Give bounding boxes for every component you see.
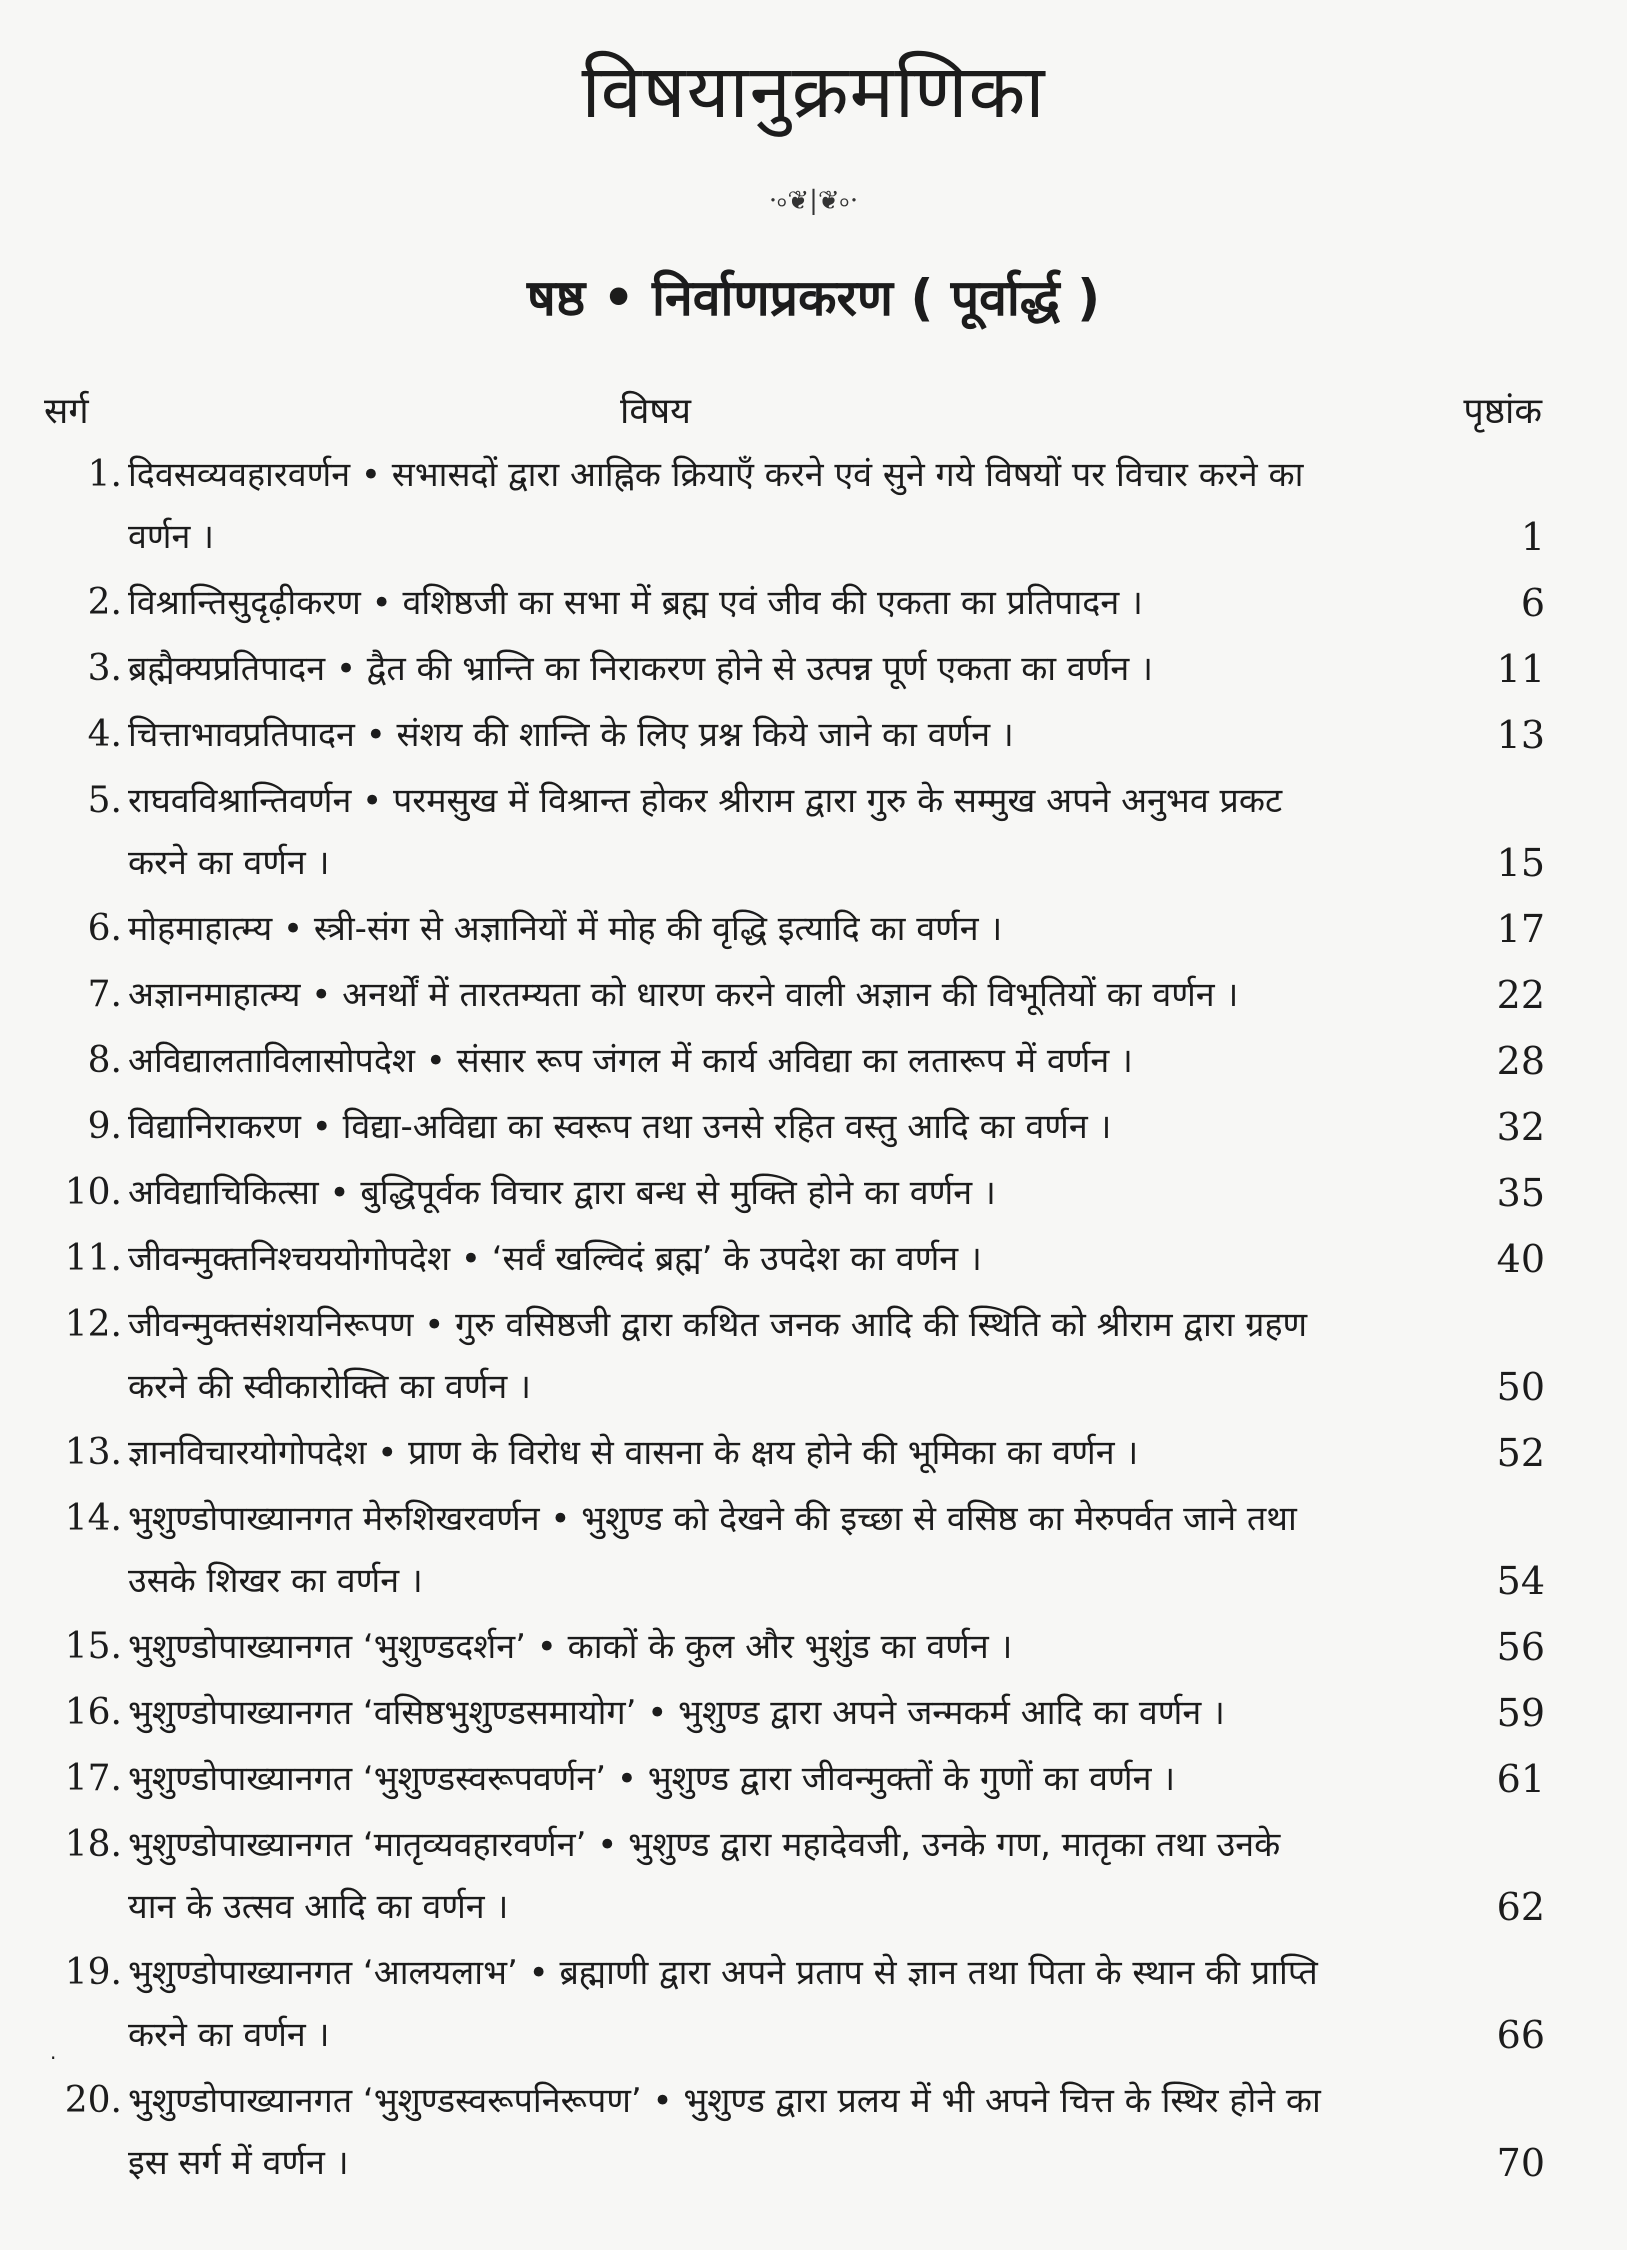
toc-entry-text: भुशुण्डोपाख्यानगत ‘वसिष्ठभुशुण्डसमायोग’ • भुशुण्ड द्वारा अपने जन्मकर्म आदि का वर्णन । [128,1693,1225,1733]
toc-entry-number: 15. [64,1626,122,1667]
toc-entry-number: 8. [87,1040,122,1081]
toc-entry-text: मोहमाहात्म्य • स्त्री-संग से अज्ञानियों में मोह की वृद्धि इत्यादि का वर्णन । [128,909,1003,949]
toc-entry-number: 17. [64,1758,122,1799]
toc-entry-page: 59 [1496,1691,1545,1735]
toc-entry-page: 54 [1496,1559,1545,1603]
page-title: विषयानुक्रमणिका [581,49,1046,135]
toc-entry-page: 56 [1496,1625,1545,1669]
toc-entry-number: 5. [87,780,122,821]
toc-entry-number: 19. [64,1952,122,1993]
toc-entry-number: 6. [87,908,122,949]
toc-entry [0,1228,1627,1290]
toc-entry-page: 13 [1496,713,1545,757]
toc-list [0,444,1627,2198]
toc-entry [0,1814,1627,1938]
toc-entry [0,964,1627,1026]
toc-entry-number: 4. [87,714,122,755]
toc-entry-number: 14. [64,1498,122,1539]
toc-entry-page: 62 [1496,1885,1545,1929]
toc-entry [0,1096,1627,1158]
toc-entry-number: 9. [87,1106,122,1147]
toc-entry-number: 1. [87,454,122,495]
toc-entry [0,1488,1627,1612]
toc-entry-page: 52 [1496,1431,1545,1475]
toc-entry-page: 66 [1496,2013,1545,2057]
toc-entry-text: भुशुण्डोपाख्यानगत ‘मातृव्यवहारवर्णन’ • भुशुण्ड द्वारा महादेवजी, उनके गण, मातृका तथा उनके यान के उत्सव आदि का वर्णन । [128,1825,1281,1927]
toc-entry-number: 16. [64,1692,122,1733]
toc-entry-text: भुशुण्डोपाख्यानगत मेरुशिखरवर्णन • भुशुण्ड को देखने की इच्छा से वसिष्ठ का मेरुपर्वत जाने तथा उसके शिखर का वर्णन । [128,1499,1297,1601]
toc-entry-number: 20. [64,2080,122,2121]
toc-entry-text: भुशुण्डोपाख्यानगत ‘भुशुण्डस्वरूपवर्णन’ • भुशुण्ड द्वारा जीवन्मुक्तों के गुणों का वर्णन । [128,1759,1176,1799]
toc-entry-page: 70 [1496,2141,1545,2185]
toc-entry [0,2070,1627,2194]
toc-entry-text: अविद्याचिकित्सा • बुद्धिपूर्वक विचार द्वारा बन्ध से मुक्ति होने का वर्णन । [128,1173,996,1213]
toc-entry [0,1748,1627,1810]
toc-entry-page: 1 [1520,515,1545,559]
toc-entry [0,1422,1627,1484]
toc-entry-text: विद्यानिराकरण • विद्या-अविद्या का स्वरूप तथा उनसे रहित वस्तु आदि का वर्णन । [128,1107,1112,1147]
toc-entry-text: भुशुण्डोपाख्यानगत ‘आलयलाभ’ • ब्रह्माणी द्वारा अपने प्रताप से ज्ञान तथा पिता के स्थान की प्राप्ति करने का वर्णन । [128,1953,1318,2055]
toc-entry-text: ज्ञानविचारयोगोपदेश • प्राण के विरोध से वासना के क्षय होने की भूमिका का वर्णन । [128,1433,1139,1473]
toc-entry-number: 18. [64,1824,122,1865]
toc-entry [0,1294,1627,1418]
toc-entry-page: 40 [1496,1237,1545,1281]
stray-mark: . [50,2040,57,2064]
toc-entry-number: 3. [87,648,122,689]
column-header-page: पृष्ठांक [1463,391,1542,432]
toc-entry-number: 10. [64,1172,122,1213]
toc-entry-page: 32 [1496,1105,1545,1149]
toc-entry-number: 13. [64,1432,122,1473]
toc-entry-page: 22 [1496,973,1545,1017]
toc-entry [0,1616,1627,1678]
toc-entry [0,638,1627,700]
toc-entry [0,1162,1627,1224]
toc-entry [0,1030,1627,1092]
toc-entry-text: राघवविश्रान्तिवर्णन • परमसुख में विश्रान्त होकर श्रीराम द्वारा गुरु के सम्मुख अपने अनुभव प्रकट करने का वर्णन । [128,781,1283,883]
toc-entry-page: 11 [1496,647,1545,691]
toc-entry-text: जीवन्मुक्तनिश्चययोगोपदेश • ‘सर्वं खल्विदं ब्रह्म’ के उपदेश का वर्णन । [128,1239,982,1279]
toc-entry-text: अज्ञानमाहात्म्य • अनर्थों में तारतम्यता को धारण करने वाली अज्ञान की विभूतियों का वर्णन । [128,975,1239,1015]
toc-entry-page: 35 [1496,1171,1545,1215]
toc-entry [0,704,1627,766]
toc-entry [0,572,1627,634]
toc-entry [0,1682,1627,1744]
toc-entry-number: 7. [87,974,122,1015]
column-header-vishay: विषय [620,391,692,432]
toc-entry-page: 17 [1496,907,1545,951]
toc-entry-page: 28 [1496,1039,1545,1083]
toc-entry [0,444,1627,568]
toc-entry [0,770,1627,894]
toc-entry-text: दिवसव्यवहारवर्णन • सभासदों द्वारा आह्निक क्रियाएँ करने एवं सुने गये विषयों पर विचार करने का वर्णन । [128,455,1304,557]
toc-entry-text: भुशुण्डोपाख्यानगत ‘भुशुण्डस्वरूपनिरूपण’ • भुशुण्ड द्वारा प्रलय में भी अपने चित्त के स्थिर होने का इस सर्ग में वर्णन । [128,2081,1321,2183]
section-title: षष्ठ • निर्वाणप्रकरण ( पूर्वार्द्ध ) [526,269,1101,327]
toc-entry-text: विश्रान्तिसुदृढ़ीकरण • वशिष्ठजी का सभा में ब्रह्म एवं जीव की एकता का प्रतिपादन । [128,583,1143,623]
ornament-divider: ·৹❦|❦৹· [768,186,859,216]
toc-entry-text: ब्रह्मैक्यप्रतिपादन • द्वैत की भ्रान्ति का निराकरण होने से उत्पन्न पूर्ण एकता का वर्णन । [128,649,1153,689]
toc-entry-number: 2. [87,582,122,623]
toc-entry-number: 11. [64,1238,122,1279]
toc-entry-page: 15 [1496,841,1545,885]
toc-entry-number: 12. [64,1304,122,1345]
toc-entry [0,898,1627,960]
toc-entry-text: चित्ताभावप्रतिपादन • संशय की शान्ति के लिए प्रश्न किये जाने का वर्णन । [128,715,1014,755]
toc-entry-text: जीवन्मुक्तसंशयनिरूपण • गुरु वसिष्ठजी द्वारा कथित जनक आदि की स्थिति को श्रीराम द्वारा ग्रहण करने की स्वीकारोक्ति का वर्णन । [128,1305,1308,1407]
column-header-sarg: सर्ग [44,391,89,432]
toc-entry-page: 50 [1496,1365,1545,1409]
toc-entry-text: भुशुण्डोपाख्यानगत ‘भुशुण्डदर्शन’ • काकों के कुल और भुशुंड का वर्णन । [128,1627,1013,1667]
toc-entry-text: अविद्यालताविलासोपदेश • संसार रूप जंगल में कार्य अविद्या का लतारूप में वर्णन । [128,1041,1133,1081]
toc-entry-page: 6 [1520,581,1545,625]
toc-entry [0,1942,1627,2066]
toc-entry-page: 61 [1496,1757,1545,1801]
